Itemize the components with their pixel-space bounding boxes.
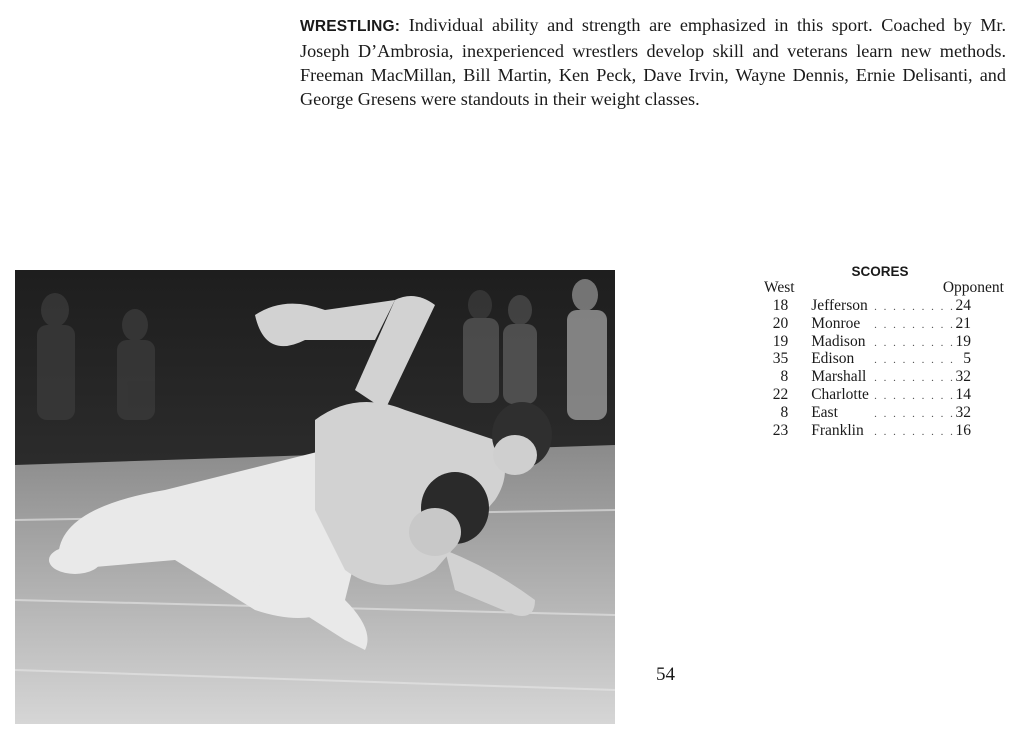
wrestling-photo [15,270,615,724]
opponent-team: Marshall [811,368,867,386]
opponent-score: 14 [955,385,971,403]
opponent-team: East [811,403,838,421]
leader-dots: . . . . . . . . . [874,354,955,367]
west-score: 35 [772,350,789,368]
score-row [764,368,1004,386]
opponent-column-label: Opponent [942,279,1004,296]
scores-title: SCORES [851,264,909,279]
leader-dots: . . . . . . . . . [874,407,955,420]
leader-dots: . . . . . . . . . [874,425,955,438]
opponent-score: 32 [955,368,971,386]
score-row [764,315,1004,333]
west-score: 22 [772,385,789,403]
scores-rows [764,297,1004,439]
opponent-team: Jefferson [811,297,868,314]
opponent-team: Edison [811,350,855,368]
leader-dots: . . . . . . . . . [874,318,955,331]
opponent-score: 32 [955,403,971,421]
leader-dots: . . . . . . . . . [874,301,955,313]
opponent-score: 19 [955,332,971,350]
opponent-score: 5 [963,350,971,368]
west-score: 18 [772,297,789,314]
score-row [764,422,1004,440]
leader-dots: . . . . . . . . . [874,336,955,349]
leader-dots: . . . . . . . . . [874,372,955,385]
west-column-label: West [764,279,795,296]
page-number: 54 [656,664,675,685]
wrestling-photo-illustration [15,270,615,724]
opponent-score: 24 [955,297,971,314]
west-score: 8 [780,368,789,386]
score-row [764,350,1004,368]
scores-column-headers [764,279,1004,297]
west-score: 20 [772,314,789,332]
west-score: 19 [772,332,789,350]
opponent-score: 16 [955,421,971,439]
west-score: 23 [772,421,789,439]
score-row [764,386,1004,404]
scores-table [764,264,1004,439]
intro-heading: WRESTLING: [300,18,401,35]
score-row [764,404,1004,422]
opponent-team: Monroe [811,314,861,332]
opponent-team: Franklin [811,421,864,439]
opponent-score: 21 [955,314,971,332]
west-score: 8 [780,403,789,421]
score-row [764,333,1004,351]
leader-dots: . . . . . . . . . [874,389,955,402]
opponent-team: Charlotte [811,385,869,403]
score-row [764,297,1004,315]
intro-paragraph [300,13,1006,111]
intro-text: Individual ability and strength are emphasized in this sport. Coached by Mr. Joseph D’Ambrosia, inexperienced wrestlers develop skill and veterans learn new methods. Freeman MacMillan, Bill Martin, Ken Peck, Dave Irvin, Wayne Dennis, Ernie Delisanti, and George Gresens were standouts in their weight classes. [300,15,1007,109]
opponent-team: Madison [811,332,866,350]
